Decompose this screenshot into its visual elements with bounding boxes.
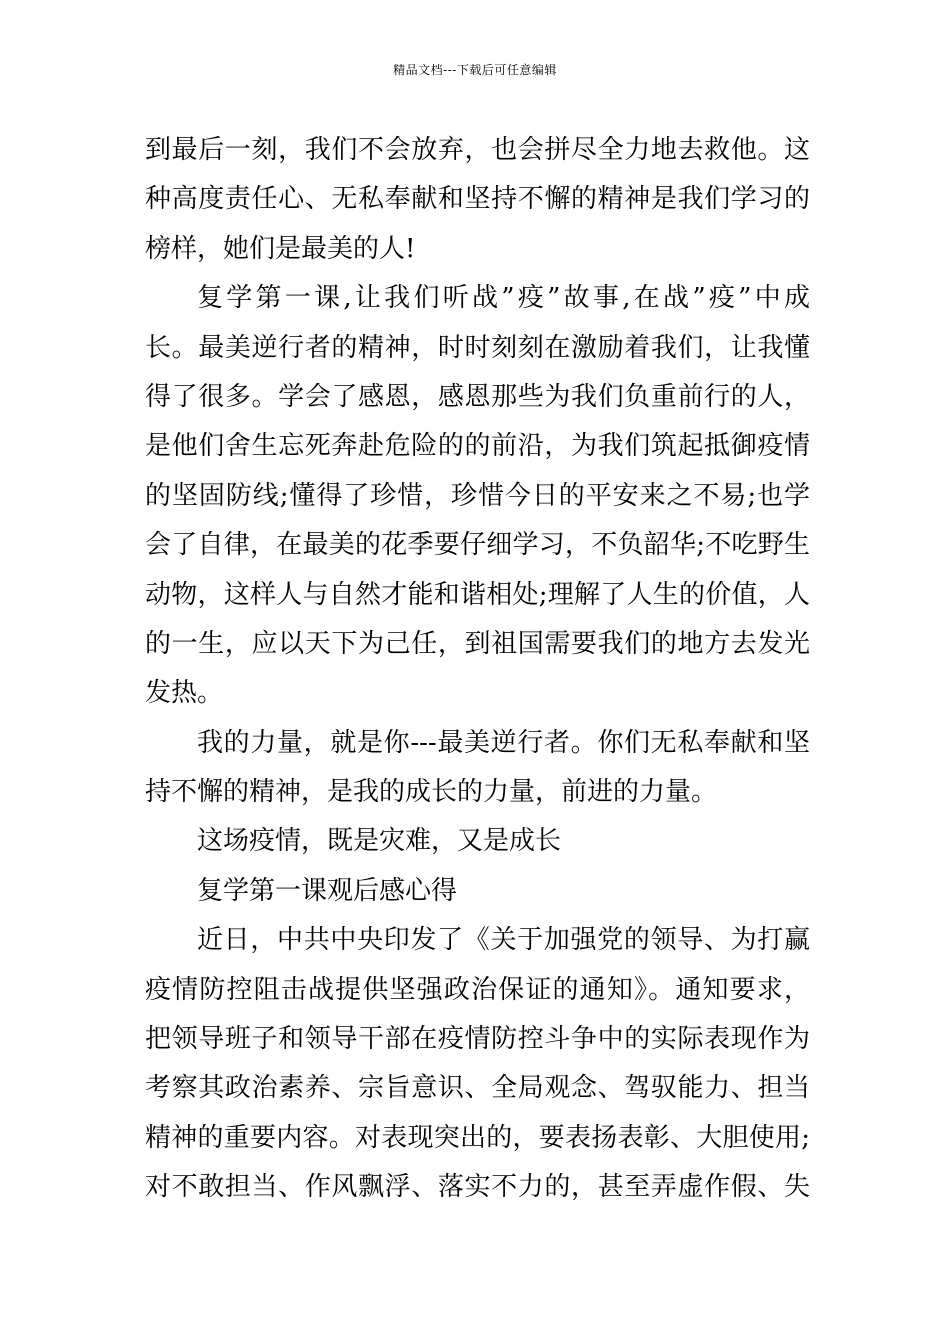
paragraph-1 — [145, 126, 810, 274]
document-body — [145, 126, 810, 1213]
text-line: 的一生，应以天下为己任，到祖国需要我们的地方去发光 — [145, 628, 810, 659]
text-line: 持不懈的精神，是我的成长的力量，前进的力量。 — [145, 777, 718, 808]
text-line: 精神的重要内容。对表现突出的，要表扬表彰、大胆使用; — [145, 1122, 810, 1153]
text-line: 我的力量，就是你---最美逆行者。你们无私奉献和坚 — [197, 727, 810, 758]
text-line: 把领导班子和领导干部在疫情防控斗争中的实际表现作为 — [145, 1024, 810, 1055]
text-line: 的坚固防线;懂得了珍惜，珍惜今日的平安来之不易;也学 — [145, 480, 810, 511]
text-line: 是他们舍生忘死奔赴危险的的前沿，为我们筑起抵御疫情 — [145, 431, 810, 462]
text-line: 这场疫情，既是灾难，又是成长 — [197, 826, 562, 857]
text-line: 种高度责任心、无私奉献和坚持不懈的精神是我们学习的 — [145, 184, 810, 215]
text-line: 考察其政治素养、宗旨意识、全局观念、驾驭能力、担当 — [145, 1073, 810, 1104]
text-line: 榜样，她们是最美的人! — [145, 233, 416, 264]
paragraph-3 — [145, 719, 810, 818]
text-line: 疫情防控阻击战提供坚强政治保证的通知》。通知要求， — [145, 974, 810, 1005]
paragraph-2 — [145, 274, 810, 719]
text-line: 动物，这样人与自然才能和谐相处;理解了人生的价值，人 — [145, 579, 810, 610]
text-line: 得了很多。学会了感恩，感恩那些为我们负重前行的人， — [145, 381, 810, 412]
page-header: 精品文档---下载后可任意编辑 — [393, 63, 557, 77]
text-line: 对不敢担当、作风飘浮、落实不力的，甚至弄虚作假、失 — [145, 1172, 810, 1203]
text-line: 会了自律，在最美的花季要仔细学习，不负韶华;不吃野生 — [145, 530, 810, 561]
text-line: 复学第一课观后感心得 — [197, 875, 458, 906]
text-line: 复学第一课,让我们听战”疫”故事,在战”疫”中成 — [197, 283, 810, 314]
paragraph-5-heading — [145, 867, 810, 916]
text-line: 发热。 — [145, 678, 224, 709]
text-line: 到最后一刻，我们不会放弃，也会拼尽全力地去救他。这 — [145, 135, 810, 165]
paragraph-4 — [145, 817, 810, 866]
paragraph-6 — [145, 916, 810, 1212]
text-line: 近日，中共中央印发了《关于加强党的领导、为打赢 — [197, 925, 810, 956]
text-line: 长。最美逆行者的精神，时时刻刻在激励着我们，让我懂 — [145, 332, 810, 363]
